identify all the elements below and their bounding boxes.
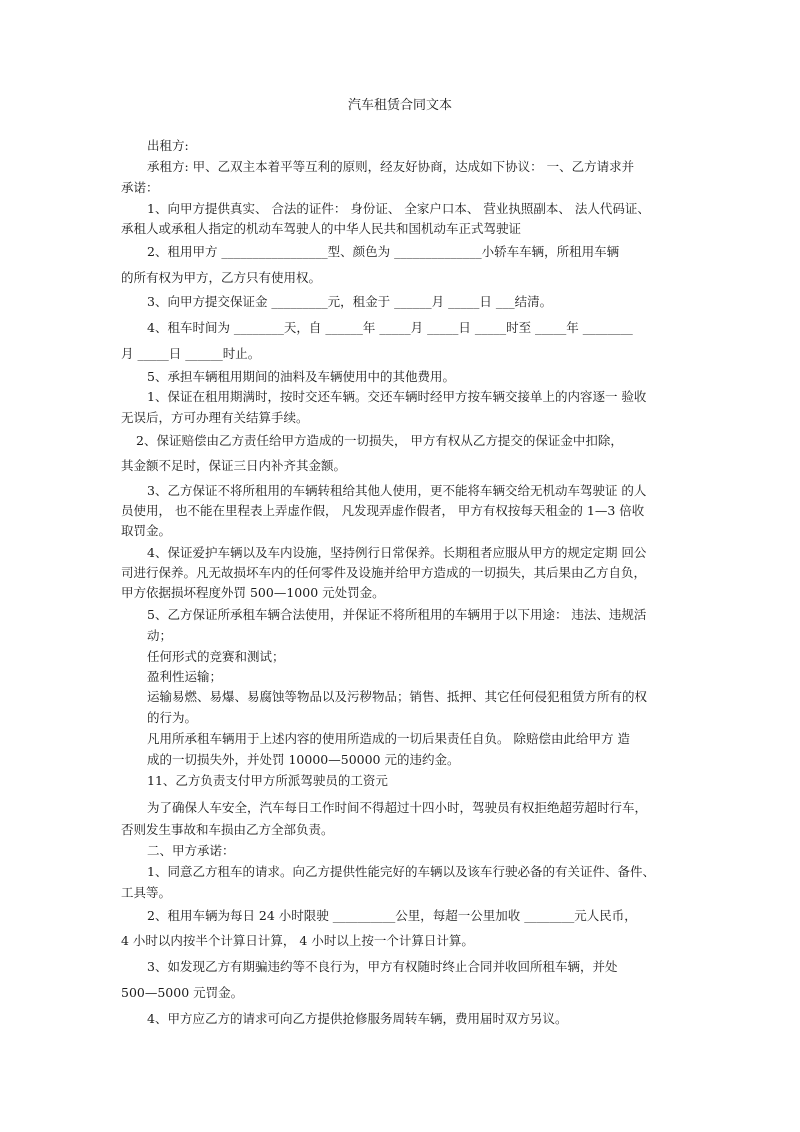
text-line: 3、如发现乙方有期骗违约等不良行为，甲方有权随时终止合同并收回所租车辆，并处 [147, 959, 618, 974]
text-line: 4、保证爱护车辆以及车内设施，坚持例行日常保养。长期租者应服从甲方的规定定期 回公 [147, 545, 647, 560]
text-line: 员使用， 也不能在里程表上弄虚作假， 凡发现弄虚作假者， 甲方有权按每天租金的 1—3 倍收 [121, 503, 645, 518]
text-line: 3、向甲方提交保证金 _________元，租金于 ______月 _____日 ___结清。 [147, 294, 553, 309]
text-line: 其金额不足时，保证三日内补齐其金额。 [121, 458, 347, 473]
text-line: 承租人或承租人指定的机动车驾驶人的中华人民共和国机动车正式驾驶证 [121, 221, 522, 236]
text-line: 2、租用车辆为每日 24 小时限驶 __________公里，每超一公里加收 ________元人民币， [147, 908, 637, 923]
text-line: 工具等。 [121, 885, 172, 900]
text-line: 承租方: 甲、乙双主本着平等互利的原则，经友好协商，达成如下协议： 一、乙方请求并 [147, 159, 635, 174]
text-line: 2、租用甲方 _________________型、颜色为 ______________小轿车车辆，所租用车辆 [147, 244, 620, 259]
text-line: 11、乙方负责支付甲方所派驾驶员的工资元 [147, 773, 388, 788]
text-line: 4 小时以内按半个计算日计算， 4 小时以上按一个计算日计算。 [121, 933, 474, 948]
text-line: 运输易燃、易爆、易腐蚀等物品以及污秽物品；销售、抵押、其它任何侵犯租赁方所有的权 [147, 689, 648, 704]
text-line: 动； [147, 628, 173, 643]
text-line: 二、甲方承诺： [147, 843, 235, 858]
text-line: 4、甲方应乙方的请求可向乙方提供抢修服务周转车辆，费用届时双方另议。 [147, 1011, 568, 1026]
text-line: 4、租车时间为 ________天，自 ______年 _____月 _____日 _____时至 _____年 ________ [147, 320, 633, 335]
text-line: 盈利性运输； [147, 669, 223, 684]
text-line: 的行为。 [147, 710, 198, 725]
text-line: 否则发生事故和车损由乙方全部负责。 [121, 822, 334, 837]
text-line: 甲方依据损坏程度外罚 500—1000 元处罚金。 [121, 585, 385, 600]
text-line: 取罚金。 [121, 523, 172, 538]
text-line: 1、同意乙方租车的请求。向乙方提供性能完好的车辆以及该车行驶必备的有关证件、备件、 [147, 864, 655, 879]
text-line: 凡用所承租车辆用于上述内容的使用所造成的一切后果责任自负。 除赔偿由此给甲方 造 [147, 731, 630, 746]
document-title: 汽车租赁合同文本 [347, 98, 452, 113]
text-line: 任何形式的竞赛和测试； [147, 649, 285, 664]
text-line: 出租方: [147, 138, 189, 153]
text-line: 5、乙方保证所承租车辆合法使用，并保证不将所租用的车辆用于以下用途： 违法、违规活 [147, 607, 647, 622]
text-line: 成的一切损失外，并处罚 10000—50000 元的违约金。 [147, 752, 460, 767]
text-line: 司进行保养。凡无故损坏车内的任何零件及设施并给甲方造成的一切损失，其后果由乙方自负， [121, 565, 647, 580]
text-line: 无误后，方可办理有关结算手续。 [121, 410, 309, 425]
text-line: 1、向甲方提供真实、 合法的证件： 身份证、 全家户口本、 营业执照副本、 法人代码证、 [147, 201, 650, 216]
text-line: 2、保证赔偿由乙方责任给甲方造成的一切损失， 甲方有权从乙方提交的保证金中扣除， [136, 433, 623, 448]
text-line: 500—5000 元罚金。 [121, 985, 244, 1000]
text-line: 3、乙方保证不将所租用的车辆转租给其他人使用，更不能将车辆交给无机动车驾驶证 的人 [147, 483, 647, 498]
text-line: 承诺： [121, 180, 159, 195]
text-line: 1、保证在租用期满时，按时交还车辆。交还车辆时经甲方按车辆交接单上的内容逐一 验收 [147, 389, 647, 404]
text-line: 月 _____日 ______时止。 [121, 346, 261, 361]
text-line: 的所有权为甲方，乙方只有使用权。 [121, 270, 322, 285]
text-line: 为了确保人车安全，汽车每日工作时间不得超过十四小时，驾驶员有权拒绝超劳超时行车， [147, 800, 648, 815]
text-line: 5、承担车辆租用期间的油料及车辆使用中的其他费用。 [147, 369, 455, 384]
